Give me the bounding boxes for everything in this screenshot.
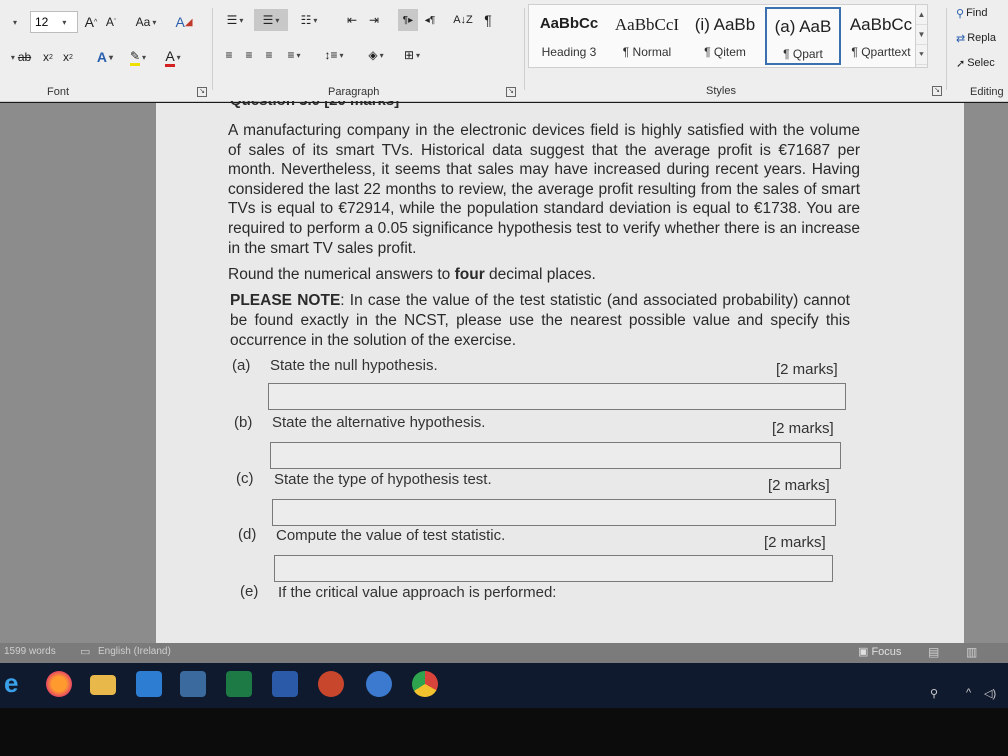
style-name: ¶ Qitem [704, 45, 746, 59]
gallery-scrollbar[interactable] [915, 5, 927, 67]
question-text: If the critical value approach is performed: [278, 584, 557, 601]
subscript-button[interactable]: x 2 [43, 50, 53, 64]
gallery-more-icon[interactable]: ⯆ [916, 45, 927, 65]
print-layout-icon[interactable]: ▥ [966, 645, 978, 659]
style-name: ¶ Qparttext [851, 45, 911, 59]
change-case-button[interactable]: Aa ▾ [135, 15, 157, 29]
decrease-indent-icon[interactable]: ⇤ [346, 13, 358, 27]
multilevel-list-icon[interactable]: ☷ ▾ [300, 13, 318, 27]
question-marks: [2 marks] [776, 361, 838, 378]
document-page[interactable] [156, 103, 964, 643]
paragraph-group-label: Paragraph [328, 86, 380, 98]
paragraph-group [214, 0, 522, 102]
file-explorer-icon[interactable] [90, 675, 116, 695]
font-color-icon[interactable]: A ▾ [158, 46, 188, 68]
question-text: State the null hypothesis. [270, 357, 438, 374]
language-indicator[interactable]: English (Ireland) [98, 646, 171, 657]
answer-box[interactable] [268, 383, 846, 410]
justify-icon[interactable]: ≡ ▾ [287, 48, 301, 62]
font-size-box[interactable]: 12 ▾ [30, 11, 78, 33]
rounding-suffix: decimal places. [484, 266, 596, 283]
mail-icon[interactable] [136, 671, 162, 697]
search-icon: ⚲ [956, 7, 965, 20]
focus-icon: ▣ [858, 646, 872, 658]
find-button[interactable] [956, 2, 1008, 24]
numbering-icon[interactable]: ☰ ▾ [254, 9, 288, 31]
style-qitem[interactable] [687, 7, 763, 65]
editing-group [950, 0, 1008, 102]
highlight-color-icon[interactable]: ✎ ▾ [124, 46, 152, 68]
network-icon[interactable]: ⚲ [930, 688, 939, 700]
replace-label: Repla [967, 32, 996, 44]
rounding-bold: four [454, 266, 485, 283]
sort-icon[interactable]: A↓Z [453, 14, 473, 26]
question-marks: [2 marks] [764, 534, 826, 551]
style-name: ¶ Qpart [783, 47, 823, 61]
edge-icon[interactable]: e [4, 668, 19, 698]
style-name: ¶ Normal [622, 45, 672, 59]
shrink-font-label: A [105, 15, 114, 29]
ribbon-separator [946, 8, 947, 90]
align-right-icon[interactable]: ≡ [265, 48, 273, 62]
question-marks: [2 marks] [772, 420, 834, 437]
style-sample: AaBbCc [539, 15, 599, 32]
style-sample: AaBbCcI [614, 15, 680, 34]
style-sample: (a) AaB [774, 17, 832, 36]
shrink-font-button[interactable]: A ˇ [105, 15, 117, 29]
editing-group-label: Editing [970, 86, 1004, 98]
paragraph-dialog-launcher[interactable]: ↘ [506, 87, 516, 97]
rounding-instruction [228, 265, 860, 285]
rounding-prefix: Round the numerical answers to [228, 266, 455, 283]
select-label: Selec [967, 57, 995, 69]
font-group-label: Font [47, 86, 70, 98]
question-label: (b) [234, 414, 253, 431]
question-text: Compute the value of test statistic. [276, 527, 506, 544]
taskbar [0, 663, 1008, 708]
answer-box[interactable] [272, 499, 836, 526]
style-heading-3[interactable] [531, 7, 607, 65]
select-button[interactable] [956, 52, 1008, 74]
style-name: Heading 3 [541, 45, 597, 59]
status-bar [0, 643, 1008, 663]
strike-label: ab [17, 50, 32, 64]
document-canvas [0, 103, 1008, 643]
powerpoint-icon[interactable] [318, 671, 344, 697]
replace-button[interactable] [956, 27, 1008, 49]
borders-icon[interactable]: ⊞ ▾ [403, 48, 421, 62]
answer-box[interactable] [270, 442, 841, 469]
font-group [0, 0, 210, 102]
question-text: State the type of hypothesis test. [274, 471, 492, 488]
font-dialog-launcher[interactable]: ↘ [197, 87, 207, 97]
line-spacing-icon[interactable]: ↕≡ ▾ [324, 48, 344, 62]
text-effects-icon[interactable]: A ▾ [96, 49, 114, 65]
question-label: (e) [240, 583, 259, 600]
focus-button[interactable] [858, 645, 901, 658]
please-note-text: : In case the value of the test statistic (and associated probability) cannot be found exactly in the NCST, please use the nearest possible value and specify this occurrence in the solution of the exercise. [230, 292, 850, 350]
answer-box[interactable] [274, 555, 833, 582]
ribbon-separator [212, 8, 213, 90]
cursor-icon: ➚ [956, 57, 966, 70]
excel-icon[interactable] [226, 671, 252, 697]
style-qpart[interactable] [765, 7, 841, 65]
style-normal[interactable] [609, 7, 685, 65]
strikethrough-button[interactable]: ▾ ab [10, 50, 32, 64]
change-case-label: Aa [135, 15, 151, 29]
question-label: (a) [232, 357, 251, 374]
focus-label: Focus [871, 646, 902, 658]
bullets-icon[interactable]: ☰ ▾ [226, 13, 244, 27]
style-sample: (i) AaBb [694, 15, 756, 34]
styles-gallery[interactable] [528, 4, 928, 68]
monitor-bezel [0, 708, 1008, 756]
read-mode-icon[interactable]: ▤ [928, 645, 940, 659]
font-size-value: 12 [35, 15, 49, 29]
word-icon[interactable] [272, 671, 298, 697]
rtl-direction-icon[interactable]: ◂¶ [424, 14, 436, 26]
ribbon [0, 0, 1008, 102]
proofing-icon[interactable]: ▭ [80, 646, 91, 658]
style-qparttext[interactable] [843, 7, 919, 65]
replace-icon: ⇄ [956, 32, 966, 45]
styles-group-label: Styles [706, 85, 736, 97]
question-marks: [2 marks] [768, 477, 830, 494]
style-sample: AaBbCc [849, 15, 913, 34]
firefox-icon[interactable] [46, 671, 72, 697]
gallery-scroll-up-icon[interactable]: ▲ [916, 5, 927, 25]
ribbon-separator [524, 8, 525, 90]
subscript-label: x [43, 50, 50, 64]
please-note [230, 291, 850, 352]
find-label: Find [966, 7, 988, 19]
question-label: (c) [236, 470, 254, 487]
app-icon[interactable] [366, 671, 392, 697]
align-left-icon[interactable]: ≡ [225, 48, 233, 62]
superscript-label: x [63, 50, 70, 64]
superscript-button[interactable]: x 2 [63, 50, 73, 64]
align-center-icon[interactable]: ≡ [245, 48, 253, 62]
store-icon[interactable] [180, 671, 206, 697]
clear-formatting-icon[interactable]: A ◢ [175, 14, 193, 30]
grow-font-label: A [84, 14, 95, 30]
gallery-scroll-down-icon[interactable]: ▼ [916, 25, 927, 45]
volume-icon[interactable]: ◁) [984, 688, 997, 700]
chrome-icon[interactable] [412, 671, 438, 697]
increase-indent-icon[interactable]: ⇥ [368, 13, 380, 27]
ltr-direction-icon[interactable]: ¶▸ [398, 9, 418, 31]
show-formatting-icon[interactable]: ¶ [484, 12, 492, 28]
grow-font-button[interactable]: A ^ [84, 14, 98, 30]
question-text: State the alternative hypothesis. [272, 414, 486, 431]
styles-dialog-launcher[interactable]: ↘ [932, 86, 942, 96]
font-name-dropdown[interactable]: ▾ [12, 17, 17, 27]
shading-icon[interactable]: ◈ ▾ [368, 48, 384, 62]
please-note-bold: PLEASE NOTE [230, 292, 341, 309]
question-label: (d) [238, 526, 257, 543]
word-count[interactable]: 1599 words [4, 646, 56, 657]
question-intro: A manufacturing company in the electronic devices field is highly satisfied with the volume of sales of its smart TVs. Historical data suggest that the average profit is €71687 per month. Nevertheless, it seems that sales may have increased during recent years. Having considered the last 22 months to review, the average profit resulting from the sales of smart TVs is equal to €72914, while the population standard deviation is equal to €1738. You are required to perform a 0.05 significance hypothesis test to verify whether there is an increase in the smart TV sales profit. [228, 122, 860, 257]
tray-chevron-icon[interactable]: ^ [966, 687, 972, 699]
